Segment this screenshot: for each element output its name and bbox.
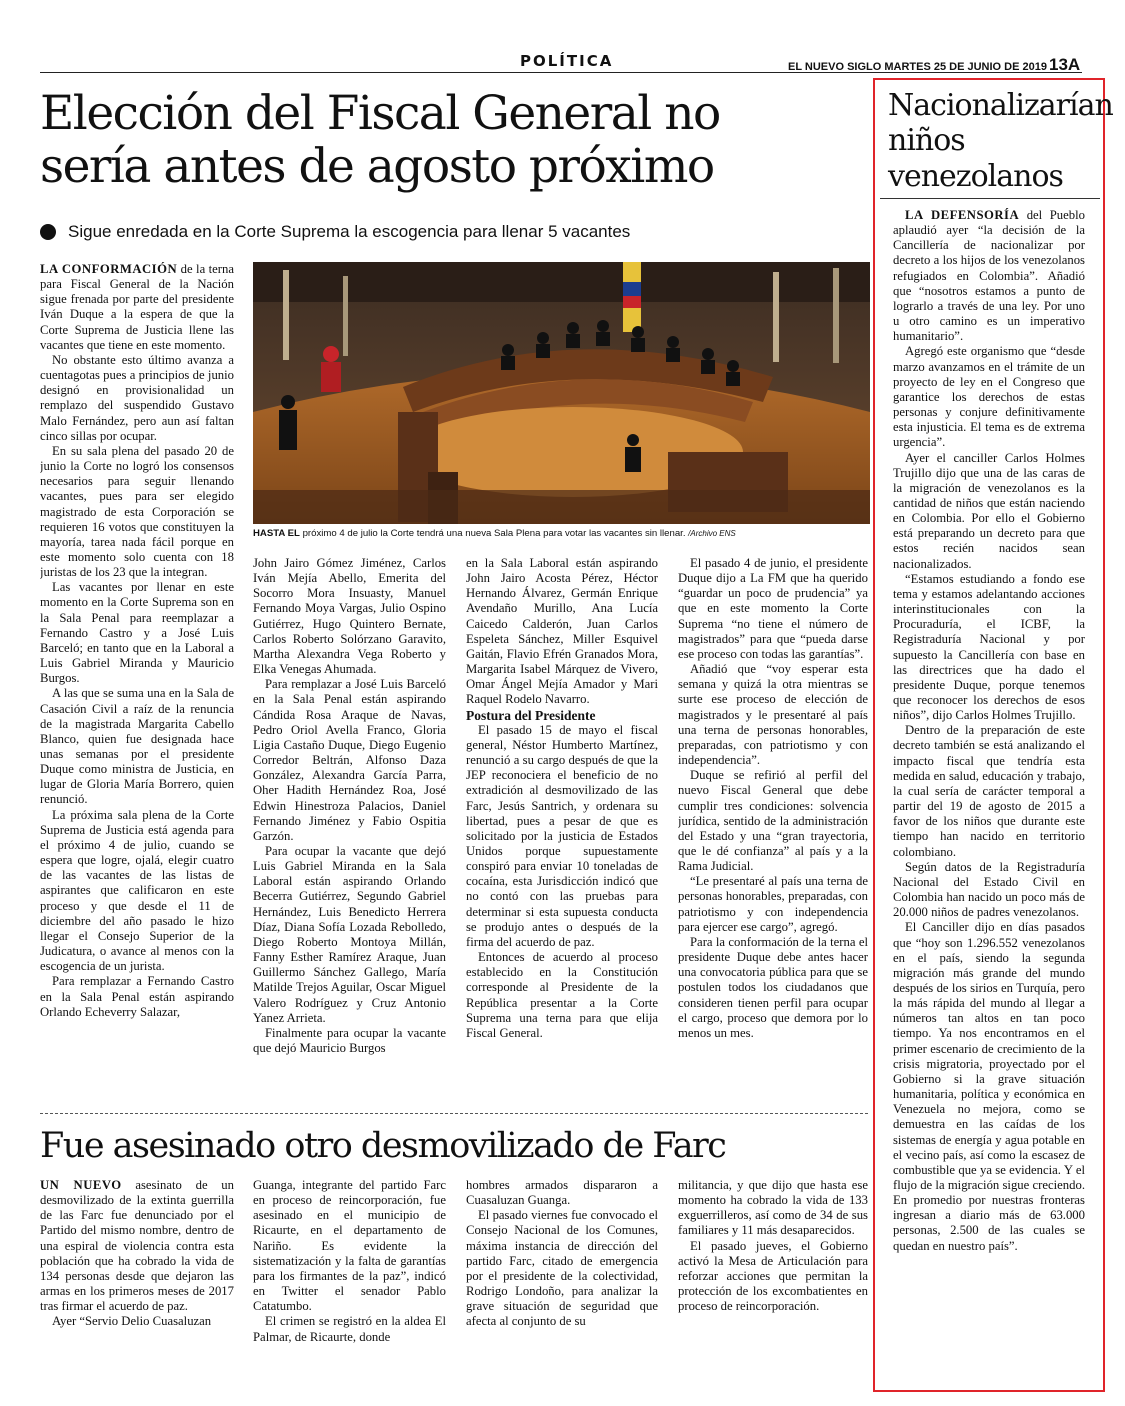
paragraph: Entonces de acuerdo al proceso establecido en la Constitución corresponde al Presidente de la República presentar a la Corte Suprema una terna para que elija Fiscal General. [466, 950, 658, 1040]
top-rule [40, 72, 1082, 73]
sidebar-headline-line3: venezolanos [888, 158, 1063, 194]
article2-headline[interactable]: Fue asesinado otro desmovilizado de Farc [40, 1126, 726, 1166]
article1-subhead [40, 222, 630, 242]
paragraph: A las que se suma una en la Sala de Casación Civil a raíz de la renuncia de la magistrada Margarita Cabello Blanco, quien fue designada hace unas semanas por el presidente Duque como ministra de Justicia, en lugar de Gloria María Borrero, quien renunció. [40, 686, 234, 807]
paragraph: en la Sala Laboral están aspirando John Jairo Acosta Pérez, Héctor Hernando Álvarez, Germán Enrique Avendaño Murillo, Ana Lucía Caicedo Calderón, Juan Carlos Espeleta Sánchez, Miller Esquivel Gaitán, Flavio Efrén Granados Mora, Margarita Isabel Márquez de Vivero, Omar Ángel Mejía Amador y Mari Raquel Rodelo Navarro. [466, 556, 658, 707]
sidebar-headline-line1: Nacionalizarían [888, 88, 1113, 123]
paragraph: Agregó este organismo que “desde marzo avanzamos en el trámite de un proyecto de ley en el Congreso que garantice los derechos de estas personas y conjure definitivamente esta injusticia. El tema es de extrema urgencia”. [893, 344, 1085, 450]
sidebar-headline-line2: niños [888, 123, 965, 159]
bullet-icon [40, 224, 56, 240]
sidebar-column [893, 208, 1085, 1386]
article1-column-4 [678, 556, 868, 1108]
paragraph: El Canciller dijo en días pasados que “hoy son 1.296.552 venezolanos en el país, siendo la segunda migración más grande del mundo después de los sirios en Turquía, pero la más rápida del mundo al llegar a números tan altos en tan poco tiempo. Ya nos encontramos en el primer escenario de crecimiento de la crisis migratoria, proyectado por el Gobierno si la grave situación humanitaria, política y económica en Venezuela no mejora, como se demuestra en las caídas de los sistemas de energía y agua potable en el vecino país, así como la escasez de combustible que ya se evidencia. Y el flujo de la migración sigue creciendo. En promedio por nuestras fronteras ingresan a diario más de 63.000 personas, 2.500 de las cuales se quedan en nuestro país”. [893, 920, 1085, 1253]
paragraph: Finalmente para ocupar la vacante que dejó Mauricio Burgos [253, 1025, 446, 1055]
paragraph: Para remplazar a Fernando Castro en la Sala Penal están aspirando Orlando Echeverry Salazar, [40, 974, 234, 1019]
paragraph: hombres armados dispararon a Cuasaluzan Guanga. [466, 1178, 658, 1208]
paragraph: El crimen se registró en la aldea El Palmar, de Ricaurte, donde [253, 1314, 446, 1344]
paragraph: Ayer “Servio Delio Cuasaluzan [52, 1314, 212, 1329]
paragraph: Para remplazar a José Luis Barceló en la Sala Penal están aspirando Cándida Rosa Araque de Navas, Pedro Oriol Avella Franco, Gloria Ligia Castaño Duque, Diego Eugenio Corredor Beltrán, Alfonso Daza González, Alexandra García Parra, Oher Hadith Hernández Roa, José Edwin Hinestroza Palacios, Daniel Fernando Jiménez y Fabio Ospitia Garzón. [253, 677, 446, 843]
article-divider [40, 1113, 868, 1114]
paragraph: “Estamos estudiando a fondo ese tema y estamos adelantando acciones interinstitucionales con la Procuraduría, el ICBF, la Registraduría Nacional y por supuesto la Cancillería con base en las directrices que ha dado el presidente Duque, porque tenemos que reconocer los derechos de esos niños”, dijo Carlos Holmes Trujillo. [893, 571, 1085, 723]
article2-column-2 [253, 1178, 446, 1388]
paragraph: UN NUEVO asesinato de un desmovilizado de la extinta guerrilla de las Farc fue denunciado por el Partido del mismo nombre, dentro de una espiral de violencia contra esta población que ha cobrado la vida de 134 personas desde que dejaron las armas en los primeros meses de 2017 tras firmar el acuerdo de paz. [40, 1178, 234, 1314]
article2-column-1 [40, 1178, 234, 1388]
article1-subhead-text: Sigue enredada en la Corte Suprema la escogencia para llenar 5 vacantes [68, 222, 631, 241]
paragraph: El pasado 4 de junio, el presidente Duque dijo a La FM que ha querido “guardar un poco de prudencia” ya que en este momento la Corte Suprema “no tiene el número de magistrados” para que “pueda darse ese proceso con todas las garantías”. [678, 556, 868, 661]
article1-column-3 [466, 556, 658, 1108]
paragraph: Guanga, integrante del partido Farc en proceso de reincorporación, fue asesinado en el municipio de Ricaurte, en el departamento de Nariño. Es evidente la sistematización y la falta de garantías para los firmantes de la paz”, indicó en Twitter el senador Pablo Catatumbo. [253, 1178, 446, 1314]
article1-headline-line2: sería antes de agosto próximo [40, 138, 714, 194]
paragraph: El pasado jueves, el Gobierno activó la Mesa de Articulación para reforzar acciones que permitan la protección de los excombatientes en proceso de reincorporación. [678, 1238, 868, 1314]
paragraph: LA DEFENSORÍA del Pueblo aplaudió ayer “la decisión de la Cancillería de nacionalizar por decreto a los hijos de los venezolanos refugiados en Colombia”. Añadió que “nosotros estamos a punto de lograrlo a través de una ley. Por uno u otro camino es un imperativo humanitario”. [893, 208, 1085, 344]
dateline-text: EL NUEVO SIGLO MARTES 25 DE JUNIO DE 2019 [788, 61, 1047, 73]
paragraph: El pasado 15 de mayo el fiscal general, Néstor Humberto Martínez, renunció a su cargo después de que la JEP reconociera el beneficio de no extradición al desmovilizado de las Farc, Jesús Santrich, y ordenara su libertad, pues a pesar de que es solicitado por la justicia de Estados Unidos porque supuestamente conspiró para enviar 10 toneladas de cocaína, esta Jurisdicción indicó que no contó con las pruebas para determinar si esta supuesta conducta se produjo antes o después de la firma del acuerdo de paz. [466, 722, 658, 949]
section-subhead: Postura del Presidente [466, 707, 596, 723]
paragraph: militancia, y que dijo que hasta ese momento ha cobrado la vida de 133 exguerrilleros, así como de 34 de sus familiares y 11 más desaparecidos. [678, 1178, 868, 1238]
caption-lead: HASTA EL [253, 528, 300, 539]
article1-headline[interactable] [40, 88, 860, 193]
caption-text: próximo 4 de julio la Corte tendrá una nueva Sala Plena para votar las vacantes sin llenar. [302, 528, 686, 539]
article2-column-3 [466, 1178, 658, 1388]
paragraph: John Jairo Gómez Jiménez, Carlos Iván Mejía Abello, Emerita del Socorro Mora Insuasty, Manuel Fernando Moya Vargas, Julio Ospino Gutiérrez, Hugo Quintero Bernate, Carlos Roberto Solórzano Garavito, Martha Alexandra Vega Roberto y Elka Venegas Ahumada. [253, 556, 446, 677]
sidebar-rule [880, 198, 1100, 199]
lead-in: LA DEFENSORÍA [905, 208, 1020, 222]
paragraph: En su sala plena del pasado 20 de junio la Corte no logró los consensos necesarios para seguir llenando vacantes, pues para ser elegido magistrado de esta Corporación se requieren 16 votos que constituyen la mayoría, tarea nada fácil porque en este momento solo cuenta con 18 juristas de los 23 que la integran. [40, 443, 234, 580]
paragraph: No obstante esto último avanza a cuentagotas pues a principios de junio designó en provisionalidad un remplazo del suspendido Gustavo Malo Fernández, pero aun así faltan cinco sillas por ocupar. [40, 352, 234, 443]
paragraph: Duque se refirió al perfil del nuevo Fiscal General que debe cumplir tres condiciones: solvencia jurídica, sentido de la administración del Estado y una “gran trayectoria, que le dé confianza” al país y a la Rama Judicial. [678, 768, 868, 874]
article1-headline-line1: Elección del Fiscal General no [40, 86, 720, 141]
page-number: 13A [1048, 55, 1081, 74]
lead-in: UN NUEVO [40, 1178, 122, 1192]
paragraph: LA CONFORMACIÓN de la terna para Fiscal General de la Nación sigue frenada por parte del presidente Iván Duque a la espera de que la Corte Suprema de Justicia llene las vacantes que tiene en este momento. [40, 262, 234, 352]
section-title: POLÍTICA [520, 52, 614, 70]
photo-credit: /Archivo ENS [688, 529, 736, 538]
paragraph: Según datos de la Registraduría Nacional del Estado Civil en Colombia han nacido un poco más de 20.000 niños de padres venezolanos. [893, 859, 1085, 920]
article2-column-4 [678, 1178, 868, 1388]
sidebar-headline[interactable] [888, 88, 1113, 194]
paragraph: Dentro de la preparación de este decreto también se está analizando el impacto fiscal que tendría esta medida en salud, educación y trabajo, la cual sería de carácter temporal a partir del 19 de agosto de 2015 a favor de los niños que durante este tiempo han nacido en territorio colombiano. [893, 723, 1085, 859]
paragraph: Para la conformación de la terna el presidente Duque debe antes hacer una convocatoria pública para que se postulen todos los ciudadanos que consideren tienen perfil para ocupar el cargo, proceso que demora por lo menos un mes. [678, 934, 868, 1040]
paragraph: El pasado viernes fue convocado el Consejo Nacional de los Comunes, máxima instancia de dirección del partido Farc, citado de emergencia por el presidente de la colectividad, Rodrigo Londoño, para analizar la grave situación de seguridad que afecta al conjunto de su [466, 1208, 658, 1329]
article1-column-2 [253, 556, 446, 1108]
court-photo-illustration [253, 262, 870, 524]
court-photo [253, 262, 870, 524]
article1-column-1 [40, 262, 234, 1108]
paragraph: La próxima sala plena de la Corte Suprema de Justicia está agenda para el próximo 4 de julio, cuando se espera que logre, ojalá, elegir cuatro de las vacantes de las listas de aspirantes que calificaron en este proceso y que desde el 11 de diciembre del año pasado le hizo llegar el Consejo Superior de la Judicatura, o avance al menos con la escogencia de un jurista. [40, 807, 234, 974]
paragraph: Añadió que “voy esperar esta semana y quizá la otra mientras se surte ese proceso de elección de magistrados y le presentaré al país una terna de personas honorables, preparadas, con patriotismo y con independencia”. [678, 662, 868, 768]
paragraph: Para ocupar la vacante que dejó Luis Gabriel Miranda en la Sala Laboral están aspirando Orlando Becerra Gutiérrez, Segundo Gabriel Hernández, Luis Benedicto Herrera Díaz, Diana Sofía Lozada Rebolledo, Diego Roberto Montoya Millán, Fanny Esther Ramírez Araque, Juan Guillermo Sánchez Gallego, María Matilde Trejos Aguilar, Oscar Miguel Valero Rodríguez y Cruz Antonio Yanez Arrieta. [253, 843, 446, 1025]
paragraph: Las vacantes por llenar en este momento en la Corte Suprema son en la Sala Penal para reemplazar a Fernando Castro y a José Luis Barceló; en tanto que en la Laboral a Luis Gabriel Miranda y Mauricio Burgos. [40, 580, 234, 686]
photo-caption [253, 528, 870, 539]
lead-in: LA CONFORMACIÓN [40, 262, 178, 276]
paragraph: “Le presentaré al país una terna de personas honorables, preparadas, con patriotismo y con independencia para ejercer ese cargo”, agregó. [678, 874, 868, 934]
paragraph: Ayer el canciller Carlos Holmes Trujillo dijo que una de las caras de la migración de venezolanos es la cantidad de niños que están naciendo en Colombia. Por ello el Gobierno está preparando un decreto para que estos recién nacidos sean nacionalizados. [893, 450, 1085, 571]
